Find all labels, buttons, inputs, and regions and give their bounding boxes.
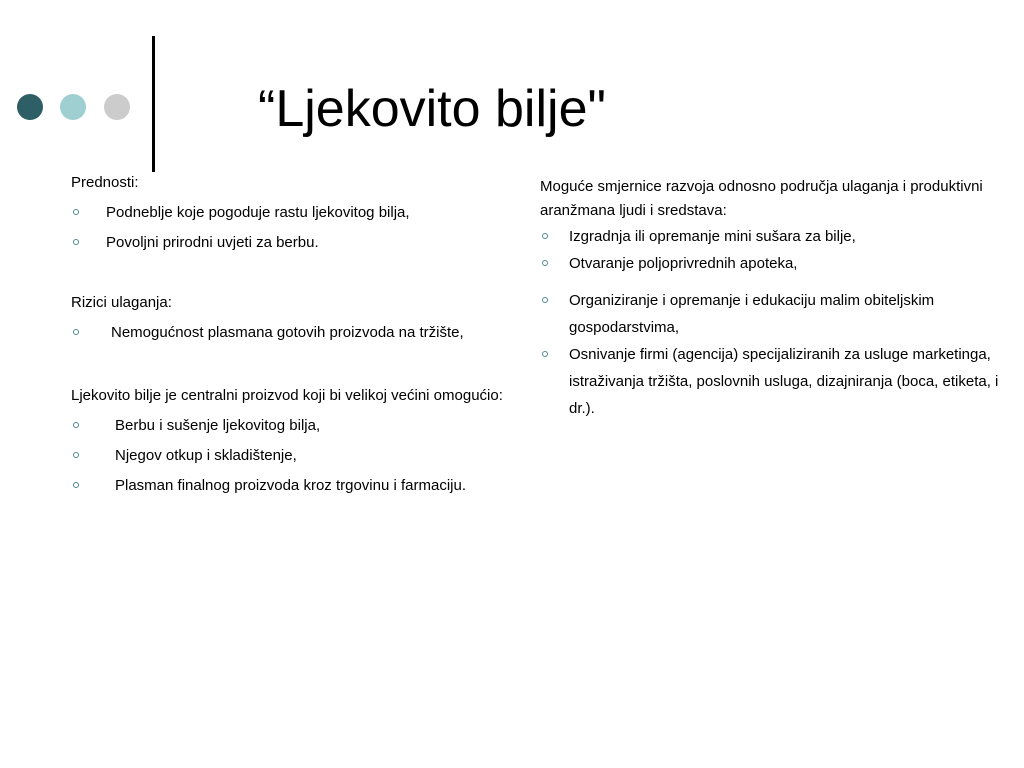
list-item-text: Nemogućnost plasmana gotovih proizvoda na tržište,: [111, 324, 464, 341]
risks-heading: Rizici ulaganja:: [71, 294, 172, 311]
list-item: [71, 445, 521, 466]
list-item-text: Otvaranje poljoprivrednih apoteka,: [569, 255, 798, 272]
slide-title: “Ljekovito bilje": [258, 80, 606, 138]
bullet-icon: [73, 209, 79, 215]
bullet-icon: [73, 422, 79, 428]
development-list-a: [540, 223, 1002, 277]
list-item: [540, 250, 1002, 277]
list-item: [540, 341, 1002, 422]
title-divider: [152, 36, 155, 172]
list-item-text: Plasman finalnog proizvoda kroz trgovinu i farmaciju.: [115, 477, 466, 494]
decorative-dot-dark: [17, 94, 43, 120]
list-item: [71, 322, 521, 343]
list-item: [540, 223, 1002, 250]
right-column: [540, 175, 1002, 422]
bullet-icon: [542, 260, 548, 266]
left-column: [71, 172, 521, 496]
list-item: [71, 232, 521, 253]
list-item-text: Podneblje koje pogoduje rastu ljekovitog bilja,: [106, 204, 410, 221]
list-item-text: Organiziranje i opremanje i edukaciju malim obiteljskim gospodarstvima,: [569, 292, 935, 336]
bullet-icon: [542, 297, 548, 303]
bullet-icon: [73, 452, 79, 458]
product-list: [71, 415, 521, 496]
list-item: [71, 202, 521, 223]
bullet-icon: [73, 329, 79, 335]
list-item: [540, 287, 1002, 341]
list-item-text: Berbu i sušenje ljekovitog bilja,: [115, 417, 321, 434]
list-item: [71, 475, 521, 496]
risks-list: [71, 322, 521, 343]
bullet-icon: [73, 482, 79, 488]
list-item-text: Osnivanje firmi (agencija) specijaliziranih za usluge marketinga, istraživanja tržišta, poslovnih usluga, dizajniranja (boca, etiketa, i dr.).: [569, 346, 999, 417]
advantages-list: [71, 202, 521, 253]
advantages-heading: Prednosti:: [71, 174, 139, 191]
bullet-icon: [542, 233, 548, 239]
decorative-dot-teal: [60, 94, 86, 120]
bullet-icon: [73, 239, 79, 245]
bullet-icon: [542, 351, 548, 357]
development-list-b: [540, 287, 1002, 422]
decorative-dot-gray: [104, 94, 130, 120]
product-intro: Ljekovito bilje je centralni proizvod koji bi velikoj većini omogućio:: [71, 387, 503, 404]
list-item: [71, 415, 521, 436]
list-item-text: Izgradnja ili opremanje mini sušara za bilje,: [569, 228, 856, 245]
development-intro: Moguće smjernice razvoja odnosno područja ulaganja i produktivni aranžmana ljudi i sredstava:: [540, 178, 983, 219]
list-item-text: Povoljni prirodni uvjeti za berbu.: [106, 234, 319, 251]
list-item-text: Njegov otkup i skladištenje,: [115, 447, 297, 464]
